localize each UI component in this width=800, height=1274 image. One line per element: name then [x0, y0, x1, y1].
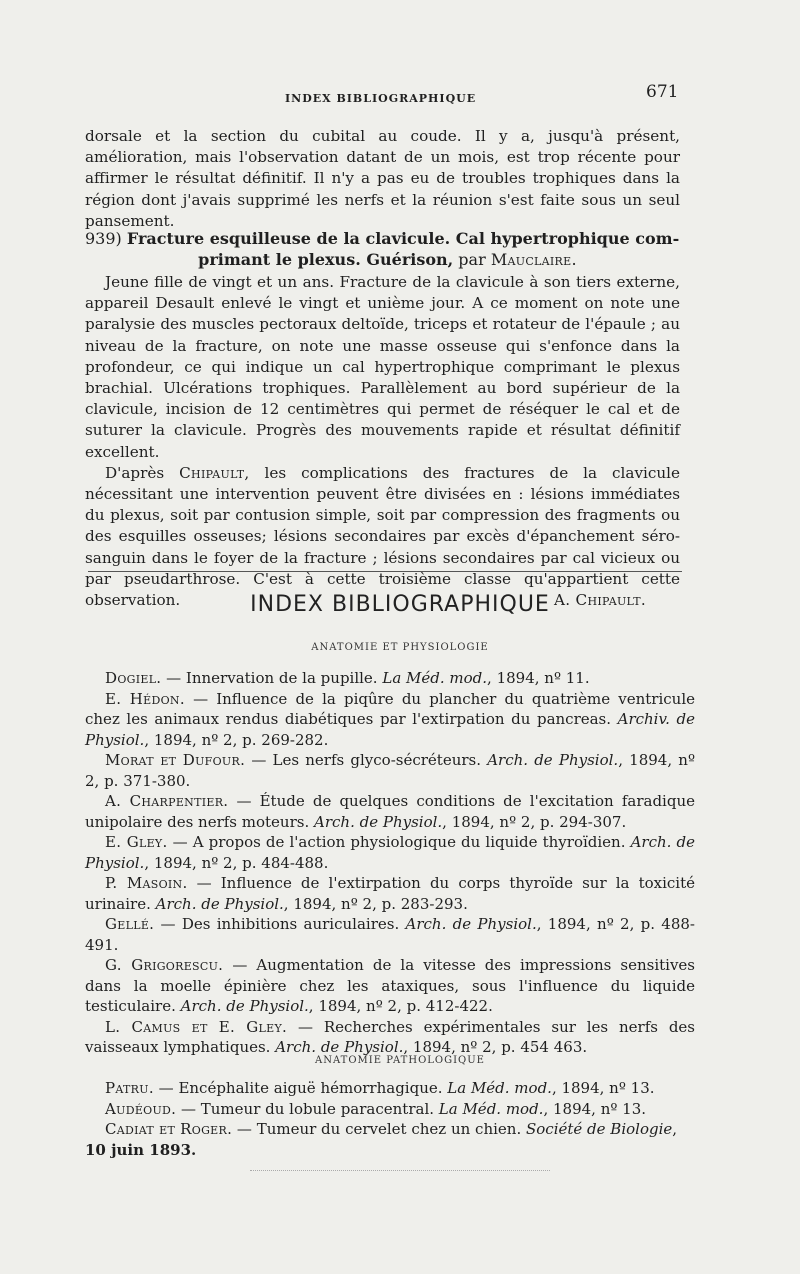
bib-text: — A propos de l'action physiologique du liquide thyroïdien. — [167, 833, 631, 851]
bibliography-pathologique — [85, 1078, 695, 1160]
entry-title-line2: primant le plexus. Guérison, — [198, 250, 454, 269]
continuation-paragraph: dorsale et la section du cubital au coude. Il y a, jusqu'à présent, amélioration, mais l'observation datant de un mois, est trop récente pour affirmer le résultat définitif. Il n'y a pas eu de troubles trophiques dans la région dont j'avais supprimé les nerfs et la réunion s'est faite sous un seul pansement. — [85, 127, 680, 230]
paragraph2-prefix: D'après — [105, 463, 165, 482]
bib-author: Morat et Dufour. — [105, 751, 246, 769]
bib-details: , 1894, nº 2, p. 294-307. — [442, 812, 627, 831]
bib-author: A. Charpentier. — [105, 792, 229, 810]
entry-title-line1: Fracture esquilleuse de la clavicule. Cal hypertrophique com- — [126, 229, 680, 248]
bib-details: , 1894, nº 11. — [487, 669, 590, 687]
bib-entry — [85, 832, 695, 873]
bibliography-anatomie — [85, 668, 695, 1058]
entry-signature: A. Chipault. — [554, 591, 646, 610]
bib-entry — [85, 1078, 695, 1099]
bib-text: — Tumeur du cervelet chez un chien. — [232, 1120, 526, 1138]
bib-details: , 1894, nº 2, p. 269-282. — [144, 730, 329, 749]
bib-author: Cadiat et Roger. — [105, 1120, 233, 1138]
bib-details: , — [672, 1120, 678, 1138]
section-heading-anatomie: ANATOMIE ET PHYSIOLOGIE — [311, 642, 489, 653]
bib-journal: Arch. de Physiol. — [487, 751, 619, 769]
bib-details: , 1894, nº 2, p. 283-293. — [283, 894, 468, 913]
bib-author: E. Gley. — [105, 833, 168, 851]
bib-author: E. Hédon. — [105, 689, 185, 708]
bib-entry — [85, 1119, 695, 1140]
bib-journal: Archiv. de Physiol. — [85, 710, 695, 749]
bib-text: — Étude de quelques conditions de l'excitation faradique unipolaire des nerfs moteurs. — [85, 792, 695, 831]
bib-author: Patru. — [105, 1079, 154, 1097]
bib-journal: Arch. de Physiol. — [314, 812, 443, 831]
bib-text: — Tumeur du lobule paracentral. — [176, 1099, 439, 1118]
bib-journal: Arch. de Physiol. — [405, 915, 537, 933]
continuation-paragraph-block — [85, 126, 680, 232]
bib-journal: Arch. de Physiol. — [180, 997, 309, 1015]
bib-entry — [85, 689, 695, 751]
entry-title-line2-wrap — [85, 249, 680, 270]
page-number: 671 — [646, 82, 679, 102]
bib-details: , 1894, nº 13. — [551, 1079, 655, 1097]
paragraph2-text: les complications des fractures de la clavicule nécessitant une intervention peuvent être divisées en : lésions immédiates du plexus, soit par contusion simple, soit par compression des fragments ou des esquilles osseuses; lésions secondaires par excès d'épanchement séro-sanguin dans le foyer de la fracture ; lésions secondaires par cal vicieux ou par pseudarthrose. C'est à cette troisième classe qu'appartient cette observation. — [85, 463, 681, 610]
section-heading-pathologique: ANATOMIE PATHOLOGIQUE — [315, 1055, 485, 1066]
bib-details: , 1894, nº 2, p. 454 463. — [403, 1038, 588, 1056]
bib-entry — [85, 955, 695, 1017]
paragraph2-name: Chipault, — [179, 463, 250, 482]
section-divider — [88, 571, 682, 572]
bib-journal: Arch. de Physiol. — [155, 894, 284, 913]
bib-text: — Influence de la piqûre du plancher du quatrième ventricule chez les animaux rendus diabétiques par l'extirpation du pancreas. — [85, 689, 695, 728]
bib-journal: La Méd. mod. — [438, 1099, 544, 1118]
bib-journal: Arch. de Physiol. — [85, 833, 695, 872]
bib-details: , 1894, nº 2, p. 371-380. — [85, 751, 696, 790]
bib-entry — [85, 791, 695, 832]
bib-text: — Des inhibitions auriculaires. — [154, 915, 406, 933]
bottom-dotted-rule — [250, 1170, 550, 1171]
bib-journal: Société de Biologie — [526, 1120, 673, 1138]
bib-author: Audéoud. — [105, 1099, 177, 1118]
bib-details: , 1894, nº 2, p. 488-491. — [85, 915, 695, 954]
bib-text: — Innervation de la pupille. — [161, 669, 383, 687]
bib-journal: Arch. de Physiol. — [275, 1038, 404, 1056]
bib-details: , 1894, nº 13. — [543, 1099, 647, 1118]
bib-text: — Augmentation de la vitesse des impressions sensitives dans la moelle épinière chez les ataxiques, sous l'influence du liquide testiculaire. — [85, 956, 695, 1015]
bib-entry — [85, 914, 695, 955]
entry-by: par — [458, 250, 486, 269]
entry-number: 939) — [85, 229, 122, 248]
entry-939-body — [85, 272, 680, 611]
bib-entry — [85, 668, 695, 689]
entry-paragraph-2 — [85, 463, 680, 611]
bib-author: L. Camus et E. Gley. — [105, 1017, 288, 1036]
bib-text: — Influence de l'extirpation du corps thyroïde sur la toxicité urinaire. — [85, 874, 695, 913]
bib-text: — Les nerfs glyco-sécréteurs. — [245, 751, 488, 769]
entry-author: Mauclaire. — [490, 250, 577, 269]
bib-details: , 1894, nº 2, p. 484-488. — [144, 853, 329, 872]
entry-939-heading — [85, 228, 680, 270]
running-head — [0, 78, 800, 106]
bib-entry — [85, 873, 695, 914]
bib-text: — Encéphalite aiguë hémorrhagique. — [153, 1079, 448, 1097]
bib-date-line: 10 juin 1893. — [85, 1140, 197, 1159]
bib-entry — [85, 750, 695, 791]
entry-paragraph-1: Jeune fille de vingt et un ans. Fracture de la clavicule à son tiers externe, appareil Desault enlevé le vingt et unième jour. A ce moment on note une paralysie des muscles pectoraux deltoïde, triceps et rotateur de l'épaule ; au niveau de la fracture, on note une masse osseuse qui s'enfonce dans la profondeur, ce qui indique un cal hypertrophique comprimant le plexus brachial. Ulcérations trophiques. Parallèlement au bord supérieur de la clavicule, incision de 12 centimètres qui permet de réséquer le cal et de suturer la clavicule. Progrès des mouvements rapide et résultat définitif excellent. — [85, 273, 680, 461]
bib-entry — [85, 1099, 695, 1120]
bib-journal: La Méd. mod. — [447, 1079, 552, 1097]
index-title: INDEX BIBLIOGRAPHIQUE — [250, 592, 550, 617]
bib-journal: La Méd. mod. — [382, 669, 488, 687]
bib-entry — [85, 1017, 695, 1058]
bib-details: , 1894, nº 2, p. 412-422. — [308, 997, 493, 1015]
bib-author: G. Grigorescu. — [105, 956, 224, 974]
bib-text: — Recherches expérimentales sur les nerfs des vaisseaux lymphatiques. — [85, 1017, 695, 1056]
bib-author: Dogiel. — [105, 669, 162, 687]
running-title: INDEX BIBLIOGRAPHIQUE — [285, 92, 477, 105]
bib-author: Gellé. — [105, 915, 155, 933]
bib-author: P. Masoin. — [105, 874, 188, 892]
